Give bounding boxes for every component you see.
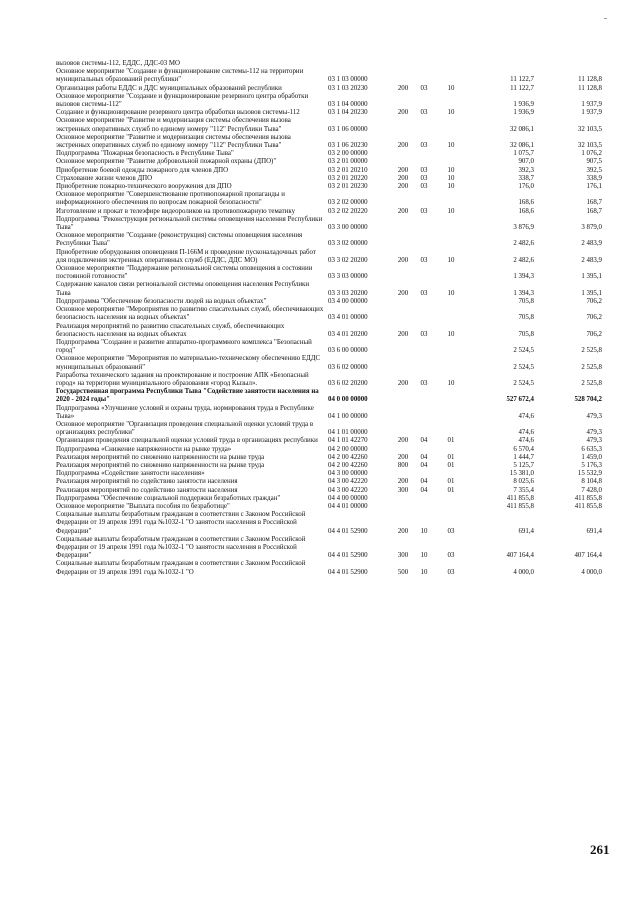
row-name: Создание и функционирование резервного центра обработки вызовов системы-112 xyxy=(56,109,300,117)
row-expense-type: 500 xyxy=(397,568,409,576)
row-code: 03 3 03 20200 xyxy=(328,289,368,297)
table-row xyxy=(56,355,602,371)
row-code: 04 4 01 52900 xyxy=(328,552,368,560)
row-sum-year-2: 1 937,9 xyxy=(581,101,602,109)
table-row xyxy=(56,191,602,207)
row-code: 03 1 06 00000 xyxy=(328,125,368,133)
row-expense-type: 200 xyxy=(397,330,409,338)
row-expense-type: 300 xyxy=(397,552,409,560)
row-section: 03 xyxy=(420,142,428,150)
row-name: Организация работы ЕДДС и ДДС муниципальных образований республики xyxy=(56,84,282,92)
row-sum-year-1: 2 524,5 xyxy=(513,347,534,355)
row-sum-year-2: 1 395,1 xyxy=(581,289,602,297)
row-subsection: 10 xyxy=(447,330,455,338)
table-row xyxy=(56,167,602,175)
row-code: 04 1 00 00000 xyxy=(328,412,368,420)
row-section: 04 xyxy=(420,461,428,469)
row-sum-year-1: 1 075,7 xyxy=(513,150,534,158)
row-section: 04 xyxy=(420,437,428,445)
row-expense-type: 200 xyxy=(397,142,409,150)
row-name: Реализация мероприятий по развитию спасательных служб, обеспечивающих безопасность населения на водных объектах xyxy=(56,322,285,338)
row-subsection: 03 xyxy=(447,568,455,576)
row-subsection: 01 xyxy=(447,478,455,486)
row-code: 03 2 01 00000 xyxy=(328,158,368,166)
row-section: 04 xyxy=(420,453,428,461)
row-sum-year-2: 32 103,5 xyxy=(577,125,602,133)
row-subsection: 10 xyxy=(447,166,455,174)
row-name: Социальные выплаты безработным гражданам в соответствии с Законом Российской Федерации от 19 апреля 1991 года №1032-1 "О занятости населения в Российской Федерации" xyxy=(56,535,306,560)
row-sum-year-2: 7 428,0 xyxy=(581,486,602,494)
table-row xyxy=(56,511,602,536)
table-row xyxy=(56,109,602,117)
scan-mark xyxy=(604,18,607,19)
table-row xyxy=(56,495,602,503)
row-sum-year-2: 1 395,1 xyxy=(581,273,602,281)
row-sum-year-1: 168,6 xyxy=(518,199,534,207)
row-sum-year-2: 479,3 xyxy=(586,429,602,437)
row-subsection: 10 xyxy=(447,289,455,297)
row-name: Основное мероприятие "Создание и функционирование резервного центра обработки вызовов системы-112" xyxy=(56,92,309,109)
row-sum-year-1: 1 394,3 xyxy=(513,289,534,297)
row-sum-year-1: 32 086,1 xyxy=(509,142,534,150)
row-sum-year-2: 528 704,2 xyxy=(574,396,602,404)
row-sum-year-1: 907,0 xyxy=(518,158,534,166)
row-code: 04 3 00 42220 xyxy=(328,478,368,486)
row-code: 03 3 02 00000 xyxy=(328,240,368,248)
row-sum-year-1: 4 000,0 xyxy=(513,568,534,576)
row-section: 03 xyxy=(420,379,428,387)
row-sum-year-1: 474,6 xyxy=(518,437,534,445)
row-expense-type: 200 xyxy=(397,166,409,174)
row-sum-year-2: 479,3 xyxy=(586,412,602,420)
row-subsection: 01 xyxy=(447,437,455,445)
row-code: 04 1 01 42270 xyxy=(328,437,368,445)
table-row xyxy=(56,249,602,265)
row-sum-year-2: 6 635,3 xyxy=(581,445,602,453)
row-name: Основное мероприятие "Создание (реконструкция) системы оповещения населения Республики Тыва" xyxy=(56,232,303,248)
row-name: Подпрограмма «Снижение напряженности на рынке труда» xyxy=(56,445,232,453)
row-code: 03 2 01 20210 xyxy=(328,166,368,174)
row-expense-type: 300 xyxy=(397,486,409,494)
row-section: 03 xyxy=(420,289,428,297)
row-sum-year-1: 338,7 xyxy=(518,174,534,182)
row-sum-year-2: 2 525,8 xyxy=(581,379,602,387)
row-code: 04 2 00 42260 xyxy=(328,453,368,461)
row-section: 10 xyxy=(420,552,428,560)
row-code: 04 2 00 42260 xyxy=(328,461,368,469)
row-code: 03 2 01 20230 xyxy=(328,183,368,191)
row-sum-year-1: 411 855,8 xyxy=(506,502,534,510)
row-sum-year-2: 5 176,3 xyxy=(581,461,602,469)
row-expense-type: 200 xyxy=(397,289,409,297)
row-section: 03 xyxy=(420,256,428,264)
row-name: Основное мероприятие "Организация проведения специальной оценки условий труда в организациях республики" xyxy=(56,420,314,437)
row-name: Приобретение пожарно-технического вооружения для ДПО xyxy=(56,183,232,191)
row-expense-type: 200 xyxy=(397,437,409,445)
table-row xyxy=(56,503,602,511)
row-sum-year-1: 1 394,3 xyxy=(513,273,534,281)
row-sum-year-1: 5 125,7 xyxy=(513,461,534,469)
row-sum-year-1: 1 444,7 xyxy=(513,453,534,461)
row-name: Страхование жизни членов ДПО xyxy=(56,174,153,182)
row-subsection: 10 xyxy=(447,207,455,215)
row-sum-year-2: 1 076,2 xyxy=(581,150,602,158)
table-row xyxy=(56,85,602,93)
row-expense-type: 800 xyxy=(397,461,409,469)
row-name: Основное мероприятие "Мероприятия по развитию спасательных служб, обеспечивающих безопасность населения на водных объектах" xyxy=(56,306,324,322)
table-row xyxy=(56,462,602,470)
row-name: Разработка технического задания на проектирование и построение АПК «Безопасный город» на территории муниципального образования «город Кызыл». xyxy=(56,371,309,387)
row-subsection: 10 xyxy=(447,142,455,150)
row-name: Основное мероприятие "Совершенствование противопожарной пропаганды и информационного обеспечения по вопросам пожарной безопасности" xyxy=(56,191,285,207)
row-sum-year-2: 15 532,9 xyxy=(577,470,602,478)
table-row xyxy=(56,60,602,68)
row-sum-year-1: 3 876,9 xyxy=(513,224,534,232)
row-subsection: 03 xyxy=(447,527,455,535)
row-sum-year-2: 338,9 xyxy=(586,174,602,182)
table-row xyxy=(56,306,602,322)
row-sum-year-2: 3 879,0 xyxy=(581,224,602,232)
row-code: 04 3 00 42220 xyxy=(328,486,368,494)
row-sum-year-1: 392,3 xyxy=(518,166,534,174)
row-code: 03 1 04 20230 xyxy=(328,109,368,117)
table-row xyxy=(56,117,602,133)
row-name: Основное мероприятие "Развитие и модернизация системы обеспечения вызова экстренных оперативных служб по единому номеру "112" Республики Тыва" xyxy=(56,133,291,150)
row-sum-year-1: 11 122,7 xyxy=(510,76,534,84)
row-sum-year-2: 907,5 xyxy=(586,158,602,166)
row-name: Подпрограмма "Обеспечение безопасности людей на водных объектах" xyxy=(56,297,267,305)
row-name: Основное мероприятие "Поддержание региональной системы оповещения в состоянии постоянной готовности" xyxy=(56,265,313,281)
row-sum-year-2: 706,2 xyxy=(586,330,602,338)
row-sum-year-1: 11 122,7 xyxy=(510,84,534,92)
table-row xyxy=(56,298,602,306)
row-sum-year-1: 705,8 xyxy=(518,314,534,322)
row-name: Основное мероприятие "Мероприятия по материально-техническому обеспечению ЕДДС муниципальных образований" xyxy=(56,355,321,371)
row-code: 03 3 03 00000 xyxy=(328,273,368,281)
table-row xyxy=(56,372,602,388)
row-section: 10 xyxy=(420,568,428,576)
row-sum-year-2: 176,1 xyxy=(586,183,602,191)
row-code: 03 2 02 20220 xyxy=(328,207,368,215)
table-row xyxy=(56,421,602,437)
row-subsection: 01 xyxy=(447,453,455,461)
row-section: 03 xyxy=(420,330,428,338)
row-code: 04 1 01 00000 xyxy=(328,429,368,437)
row-sum-year-2: 2 525,8 xyxy=(581,347,602,355)
row-sum-year-1: 15 381,0 xyxy=(509,470,534,478)
row-sum-year-2: 4 000,0 xyxy=(581,568,602,576)
row-sum-year-1: 474,6 xyxy=(518,429,534,437)
row-sum-year-1: 527 672,4 xyxy=(506,396,534,404)
row-sum-year-2: 691,4 xyxy=(586,527,602,535)
row-sum-year-2: 2 525,8 xyxy=(581,363,602,371)
row-sum-year-1: 176,0 xyxy=(518,183,534,191)
row-sum-year-2: 479,3 xyxy=(586,437,602,445)
row-section: 03 xyxy=(420,207,428,215)
table-row xyxy=(56,158,602,166)
row-sum-year-1: 2 524,5 xyxy=(513,363,534,371)
row-name: Содержание каналов связи региональной системы оповещения населения Республики Тыва xyxy=(56,281,310,297)
table-row xyxy=(56,536,602,561)
row-code: 03 4 00 00000 xyxy=(328,297,368,305)
row-name: Реализация мероприятий по содействию занятости населения xyxy=(56,486,238,494)
row-expense-type: 200 xyxy=(397,527,409,535)
row-code: 04 4 00 00000 xyxy=(328,494,368,502)
row-sum-year-2: 392,5 xyxy=(586,166,602,174)
row-sum-year-2: 706,2 xyxy=(586,297,602,305)
row-sum-year-1: 1 936,9 xyxy=(513,101,534,109)
row-code: 03 2 02 00000 xyxy=(328,199,368,207)
row-sum-year-2: 411 855,8 xyxy=(574,502,602,510)
row-name: Подпрограмма "Пожарная безопасность в Республике Тыва" xyxy=(56,150,234,158)
row-name: вызовов системы-112, ЕДДС, ДДС-03 МО xyxy=(56,60,180,67)
row-expense-type: 200 xyxy=(397,174,409,182)
row-name: Подпрограмма «Содействие занятости населения» xyxy=(56,470,205,478)
table-row xyxy=(56,68,602,84)
row-code: 03 3 02 20200 xyxy=(328,256,368,264)
row-sum-year-1: 7 355,4 xyxy=(513,486,534,494)
table-row xyxy=(56,323,602,339)
row-name: Основное мероприятие "Создание и функционирование системы-112 на территории муниципальных образований республики" xyxy=(56,68,304,84)
table-row xyxy=(56,150,602,158)
row-sum-year-1: 705,8 xyxy=(518,297,534,305)
row-expense-type: 200 xyxy=(397,84,409,92)
row-code: 03 6 02 00000 xyxy=(328,363,368,371)
row-code: 03 6 02 20200 xyxy=(328,379,368,387)
row-sum-year-1: 691,4 xyxy=(518,527,534,535)
row-subsection: 01 xyxy=(447,486,455,494)
row-sum-year-1: 8 025,6 xyxy=(513,478,534,486)
row-sum-year-1: 705,8 xyxy=(518,330,534,338)
row-name: Государственная программа Республики Тыва "Содействие занятости населения на 2020 - 2024 годы" xyxy=(56,388,319,404)
row-code: 03 1 04 00000 xyxy=(328,101,368,109)
row-sum-year-2: 32 103,5 xyxy=(577,142,602,150)
row-section: 03 xyxy=(420,166,428,174)
row-name: Подпрограмма «Улучшение условий и охраны труда, нормирования труда в Республике Тыва» xyxy=(56,404,314,420)
row-subsection: 01 xyxy=(447,461,455,469)
row-code: 04 4 01 52900 xyxy=(328,527,368,535)
table-row xyxy=(56,560,602,576)
row-section: 10 xyxy=(420,527,428,535)
row-sum-year-1: 474,6 xyxy=(518,412,534,420)
row-section: 04 xyxy=(420,478,428,486)
budget-table xyxy=(56,60,602,577)
row-code: 04 0 00 00000 xyxy=(328,396,368,404)
row-expense-type: 200 xyxy=(397,256,409,264)
row-section: 04 xyxy=(420,486,428,494)
row-sum-year-1: 407 164,4 xyxy=(506,552,534,560)
row-code: 03 3 00 00000 xyxy=(328,224,368,232)
row-code: 03 1 03 20230 xyxy=(328,84,368,92)
row-subsection: 10 xyxy=(447,109,455,117)
row-sum-year-1: 1 936,9 xyxy=(513,109,534,117)
row-sum-year-2: 11 128,8 xyxy=(578,76,602,84)
row-sum-year-2: 1 937,9 xyxy=(581,109,602,117)
row-code: 03 1 06 20230 xyxy=(328,142,368,150)
row-subsection: 10 xyxy=(447,84,455,92)
row-sum-year-2: 407 164,4 xyxy=(574,552,602,560)
table-row xyxy=(56,405,602,421)
row-sum-year-1: 411 855,8 xyxy=(506,494,534,502)
row-subsection: 10 xyxy=(447,256,455,264)
table-row xyxy=(56,175,602,183)
row-sum-year-2: 706,2 xyxy=(586,314,602,322)
page-number: 261 xyxy=(590,842,610,857)
table-row xyxy=(56,487,602,495)
table-row xyxy=(56,339,602,355)
table-row xyxy=(56,388,602,404)
row-sum-year-1: 6 570,4 xyxy=(513,445,534,453)
row-code: 04 4 01 00000 xyxy=(328,502,368,510)
row-name: Социальные выплаты безработным гражданам в соответствии с Законом Российской Федерации от 19 апреля 1991 года №1032-1 "О занятости населения в Российской Федерации" xyxy=(56,511,306,535)
row-code: 03 2 00 00000 xyxy=(328,150,368,158)
row-name: Подпрограмма "Обеспечение социальной поддержки безработных граждан" xyxy=(56,494,281,502)
row-name: Реализация мероприятий по содействию занятости населения xyxy=(56,478,238,486)
row-code: 04 4 01 52900 xyxy=(328,568,368,576)
table-row xyxy=(56,437,602,445)
row-code: 04 2 00 00000 xyxy=(328,445,368,453)
row-subsection: 10 xyxy=(447,183,455,191)
row-name: Основное мероприятие "Выплата пособия по безработице" xyxy=(56,502,230,510)
row-code: 03 1 03 00000 xyxy=(328,76,368,84)
row-sum-year-1: 2 482,6 xyxy=(513,240,534,248)
row-expense-type: 200 xyxy=(397,453,409,461)
table-row xyxy=(56,93,602,109)
row-subsection: 03 xyxy=(447,552,455,560)
table-row xyxy=(56,478,602,486)
row-expense-type: 200 xyxy=(397,379,409,387)
row-expense-type: 200 xyxy=(397,109,409,117)
table-row xyxy=(56,183,602,191)
row-sum-year-1: 2 524,5 xyxy=(513,379,534,387)
row-sum-year-2: 8 104,8 xyxy=(581,478,602,486)
table-row xyxy=(56,232,602,248)
row-name: Подпрограмма "Реконструкция региональной системы оповещения населения Республики Тыва" xyxy=(56,215,323,232)
row-subsection: 10 xyxy=(447,174,455,182)
table-row xyxy=(56,134,602,150)
row-sum-year-1: 32 086,1 xyxy=(509,125,534,133)
row-sum-year-1: 168,6 xyxy=(518,207,534,215)
row-expense-type: 200 xyxy=(397,183,409,191)
row-section: 03 xyxy=(420,84,428,92)
table-row xyxy=(56,208,602,216)
row-code: 03 4 01 00000 xyxy=(328,314,368,322)
row-section: 03 xyxy=(420,174,428,182)
row-name: Реализация мероприятий по снижению напряженности на рынке труда xyxy=(56,461,265,469)
row-name: Организация проведения специальной оценки условий труда в организациях республики xyxy=(56,437,318,445)
row-code: 03 2 01 20220 xyxy=(328,174,368,182)
row-code: 03 4 01 20200 xyxy=(328,330,368,338)
row-name: Реализация мероприятий по снижению напряженности на рынке труда xyxy=(56,453,265,461)
row-code: 03 6 00 00000 xyxy=(328,347,368,355)
row-name: Изготовление и прокат в телеэфире видеороликов на противопожарную тематику xyxy=(56,207,296,215)
row-sum-year-2: 411 855,8 xyxy=(574,494,602,502)
row-name: Приобретение оборудования оповещения П-166М и проведение пусконаладочных работ для подключения экстренных оперативных служб (ЕДДС, ДДС МО) xyxy=(56,248,316,264)
row-sum-year-2: 2 483,9 xyxy=(581,240,602,248)
row-name: Основное мероприятие "Развитие и модернизация системы обеспечения вызова экстренных оперативных служб по единому номеру "112" Республики Тыва" xyxy=(56,117,291,133)
row-section: 03 xyxy=(420,183,428,191)
row-code: 04 3 00 00000 xyxy=(328,470,368,478)
row-sum-year-2: 168,7 xyxy=(586,199,602,207)
row-sum-year-2: 11 128,8 xyxy=(578,84,602,92)
row-name: Основное мероприятие "Развитие добровольной пожарной охраны (ДПО)" xyxy=(56,158,277,166)
table-row xyxy=(56,470,602,478)
table-row xyxy=(56,216,602,232)
row-sum-year-1: 2 482,6 xyxy=(513,256,534,264)
table-row xyxy=(56,281,602,297)
row-subsection: 10 xyxy=(447,379,455,387)
row-sum-year-2: 2 483,9 xyxy=(581,256,602,264)
table-row xyxy=(56,454,602,462)
table-row xyxy=(56,265,602,281)
row-name: Подпрограмма "Создание и развитие аппаратно-программного комплекса "Безопасный город" xyxy=(56,338,312,355)
row-sum-year-2: 168,7 xyxy=(586,207,602,215)
table-row xyxy=(56,446,602,454)
row-section: 03 xyxy=(420,109,428,117)
row-expense-type: 200 xyxy=(397,478,409,486)
row-name: Социальные выплаты безработным гражданам в соответствии с Законом Российской Федерации от 19 апреля 1991 года №1032-1 "О xyxy=(56,560,306,576)
row-sum-year-2: 1 459,0 xyxy=(581,453,602,461)
row-expense-type: 200 xyxy=(397,207,409,215)
row-name: Приобретение боевой одежды пожарного для членов ДПО xyxy=(56,166,229,174)
